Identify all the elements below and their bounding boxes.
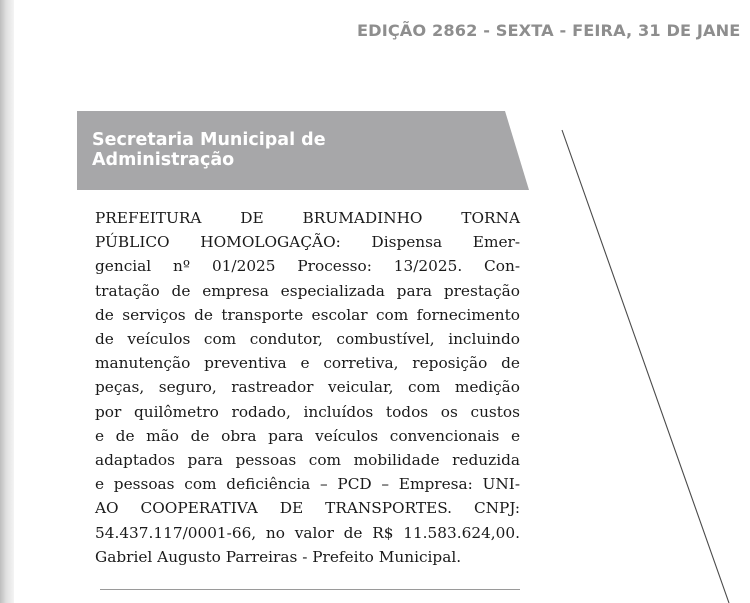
notice-line: PÚBLICO HOMOLOGAÇÃO: Dispensa Emer- — [95, 233, 520, 252]
notice-line: de serviços de transporte escolar com fornecimento — [95, 305, 520, 324]
notice-line: AO COOPERATIVA DE TRANSPORTES. CNPJ: — [95, 499, 520, 518]
notice-line: por quilômetro rodado, incluídos todos os custos — [95, 402, 520, 421]
notice-line: manutenção preventiva e corretiva, reposição de — [95, 354, 520, 373]
notice-line: adaptados para pessoas com mobilidade reduzida — [95, 451, 520, 470]
section-title: Secretaria Municipal de Administração — [92, 130, 326, 170]
notice-line: PREFEITURA DE BRUMADINHO TORNA — [95, 209, 520, 227]
notice-line: tratação de empresa especializada para prestação — [95, 281, 520, 300]
notice-line: 54.437.117/0001-66, no valor de R$ 11.583.624,00. — [95, 523, 520, 542]
notice-line: peças, seguro, rastreador veicular, com medição — [95, 378, 520, 397]
notice-line: gencial nº 01/2025 Processo: 13/2025. Con- — [95, 257, 520, 276]
notice-line: de veículos com condutor, combustível, incluindo — [95, 330, 520, 349]
notice-line: e de mão de obra para veículos convencionais e — [95, 426, 520, 445]
edition-header: EDIÇÃO 2862 - SEXTA - FEIRA, 31 DE JANE — [357, 21, 741, 40]
notice-line: Gabriel Augusto Parreiras - Prefeito Municipal. — [95, 547, 462, 566]
notice-line: e pessoas com deficiência – PCD – Empresa: UNI- — [95, 475, 520, 494]
